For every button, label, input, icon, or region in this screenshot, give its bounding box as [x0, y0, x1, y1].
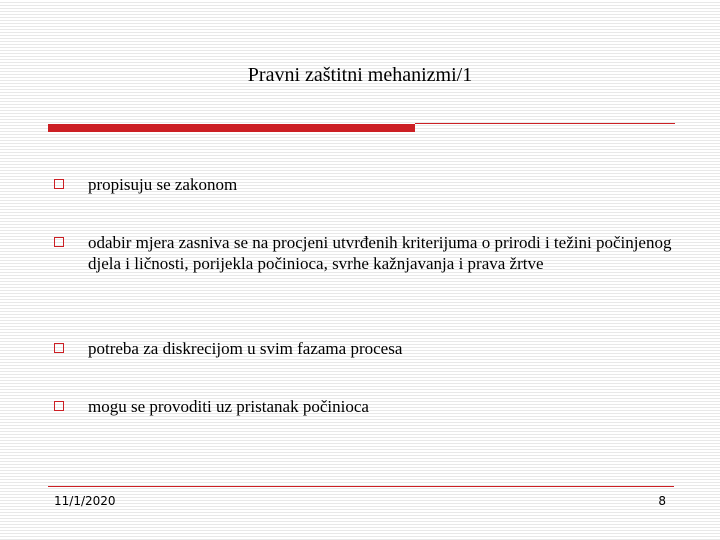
footer-divider [48, 486, 674, 487]
bullet-text: odabir mjera zasniva se na procjeni utvrđenih kriterijuma o prirodi i težini počinjenog djela i ličnosti, porijekla počinioca, svrhe kažnjavanja i prava žrtve [88, 233, 672, 273]
square-bullet-icon [54, 179, 64, 189]
footer-date: 11/1/2020 [54, 494, 116, 508]
bullet-text: propisuju se zakonom [88, 175, 238, 194]
title-underline-thick [48, 124, 415, 132]
title-underline-thin [415, 123, 675, 124]
bullet-text: potreba za diskrecijom u svim fazama procesa [88, 339, 403, 358]
slide-title: Pravni zaštitni mehanizmi/1 [247, 64, 473, 86]
square-bullet-icon [54, 401, 64, 411]
square-bullet-icon [54, 237, 64, 247]
footer-page-number: 8 [658, 494, 666, 508]
bullet-text: mogu se provoditi uz pristanak počinioca [88, 397, 369, 416]
square-bullet-icon [54, 343, 64, 353]
